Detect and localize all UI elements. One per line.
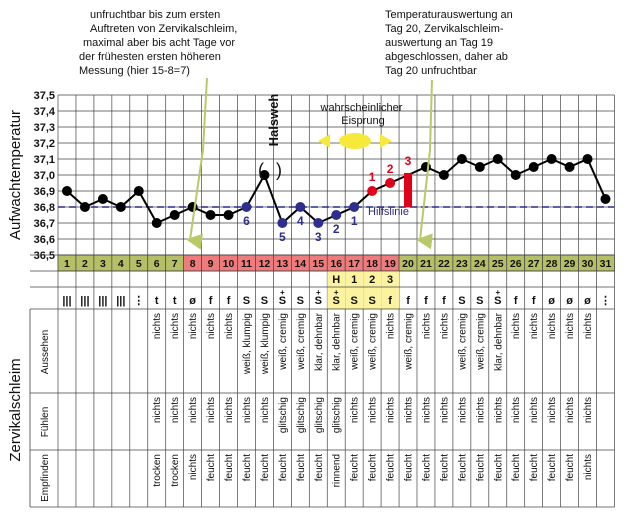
temperature-point [224, 210, 234, 220]
symbol-cell: ||| [80, 295, 90, 307]
fuehlen-cell: nichts [367, 397, 379, 424]
temperature-point [277, 218, 287, 228]
day-number: 13 [276, 258, 289, 270]
aussehen-cell: weiß, cremig [295, 313, 307, 370]
temperature-point [134, 186, 144, 196]
fuehlen-cell: nichts [241, 397, 253, 424]
fuehlen-cell: nichts [421, 397, 433, 424]
symbol-cell: f [424, 295, 428, 307]
halsweh-bracket-left: ( [258, 160, 264, 180]
day-number: 16 [330, 258, 343, 270]
temperature-point [367, 186, 377, 196]
symbol-cell: S [332, 295, 340, 307]
y-tick-label: 36,8 [33, 202, 55, 214]
symbol-plus: + [315, 288, 321, 297]
symbol-cell: ||| [98, 295, 108, 307]
sun-icon [318, 133, 392, 149]
temperature-point [475, 162, 485, 172]
aussehen-cell: nichts [188, 313, 200, 340]
day-number: 26 [509, 258, 522, 270]
day-number: 3 [99, 258, 106, 270]
fuehlen-cell: nichts [547, 397, 559, 424]
y-tick-label: 37,3 [33, 122, 55, 134]
empfinden-cell: feucht [259, 454, 271, 482]
high-count-label: 1 [368, 170, 376, 184]
low-count-label: 4 [296, 214, 304, 228]
day-number: 22 [438, 258, 450, 270]
symbol-cell: t [172, 295, 177, 307]
empfinden-cell: rinnend [331, 454, 343, 488]
symbol-cell: S [458, 295, 466, 307]
right-arrow [420, 80, 432, 240]
day-number: 20 [402, 258, 414, 270]
y-tick-label: 36,9 [33, 186, 55, 198]
temperature-axis-title: Aufwachtemperatur [7, 109, 24, 241]
mucus-axis-title: Zervikalschleim [7, 358, 24, 462]
symbol-cell: f [531, 295, 536, 307]
empfinden-cell: feucht [457, 454, 469, 482]
aussehen-cell: nichts [152, 313, 164, 340]
fuehlen-cell: nichts [457, 397, 469, 424]
aussehen-cell: weiß, cremig [475, 313, 487, 370]
fuehlen-cell: nichts [224, 397, 236, 424]
fuehlen-cell: glitschig [277, 397, 289, 434]
symbol-cell: S [350, 295, 358, 307]
symbol-cell: ⋮ [133, 295, 145, 307]
right-annotation: Temperaturauswertung an Tag 20, Zervikalschleim- auswertung an Tag 19 abgeschlossen, daher ab Tag 20 unfruchtbar [385, 9, 513, 77]
fuehlen-cell: nichts [152, 397, 164, 424]
symbol-cell: ø [189, 295, 196, 307]
ovulation-label: wahrscheinlicher Eisprung [320, 102, 403, 127]
day-number: 5 [135, 258, 142, 270]
temperature-point [170, 210, 180, 220]
temperature-point [457, 154, 467, 164]
empfinden-cell: feucht [277, 454, 289, 482]
day-number: 19 [384, 258, 396, 270]
symbol-cell: f [513, 295, 518, 307]
fuehlen-cell: nichts [403, 397, 415, 424]
aussehen-cell: nichts [206, 313, 218, 340]
temperature-point [116, 202, 126, 212]
fuehlen-cell: glitschig [331, 397, 343, 434]
aussehen-cell: nichts [439, 313, 451, 340]
empfinden-cell: feucht [349, 454, 361, 482]
fuehlen-cell: nichts [259, 397, 271, 424]
empfinden-cell: feucht [475, 454, 487, 482]
temperature-point [529, 162, 539, 172]
symbol-cell: S [242, 295, 251, 307]
empfinden-cell: trocken [170, 454, 182, 487]
temperature-point [313, 218, 323, 228]
symbol-cell: f [442, 295, 446, 307]
temperature-point [331, 210, 341, 220]
day-number: 1 [64, 258, 70, 270]
day-number: 10 [222, 258, 235, 270]
symbol-cell: S [260, 295, 269, 307]
aussehen-cell: nichts [583, 313, 595, 340]
empfinden-cell: feucht [367, 454, 379, 482]
empfinden-cell: feucht [547, 454, 559, 482]
day-number: 6 [153, 258, 160, 270]
day-number: 7 [171, 258, 178, 270]
day-number: 21 [420, 258, 432, 270]
fuehlen-cell: nichts [385, 397, 397, 424]
empfinden-cell: feucht [529, 454, 541, 482]
symbol-plus: + [280, 288, 285, 297]
symbol-cell: ||| [116, 295, 126, 307]
aussehen-cell: klar, dehnbar [493, 313, 505, 371]
symbol-cell: ø [584, 295, 591, 307]
temperature-point [206, 210, 216, 220]
temperature-point [80, 202, 90, 212]
fuehlen-cell: nichts [439, 397, 451, 424]
y-tick-label: 37,1 [33, 154, 55, 166]
day-number: 4 [117, 258, 124, 270]
empfinden-cell: feucht [439, 454, 451, 482]
symbol-cell: f [208, 295, 213, 307]
symbol-plus: + [333, 288, 339, 297]
symbol-cell: t [154, 295, 159, 307]
empfinden-cell: feucht [403, 454, 415, 482]
day-number: 24 [473, 258, 486, 270]
aussehen-cell: nichts [547, 313, 559, 340]
high-count-label: 3 [404, 154, 412, 168]
day-number: 14 [294, 258, 307, 270]
symbol-cell: ||| [62, 295, 72, 307]
temperature-point [295, 202, 305, 212]
halsweh-label: Halsweh [266, 93, 281, 147]
symbol-cell: ø [566, 295, 573, 307]
aussehen-cell: weiß, cremig [277, 313, 289, 370]
temperature-point [583, 154, 593, 164]
aussehen-cell: nichts [565, 313, 577, 340]
empfinden-cell: feucht [511, 454, 523, 482]
day-number: 11 [240, 258, 253, 270]
day-number: 30 [581, 258, 594, 270]
peak-label: 3 [387, 274, 394, 286]
symbol-cell: S [368, 295, 376, 307]
empfinden-cell: feucht [313, 454, 325, 482]
aussehen-cell: nichts [511, 313, 523, 340]
empfinden-cell: feucht [385, 454, 397, 482]
y-tick-label: 37,5 [33, 90, 55, 102]
aussehen-cell: weiß, cremig [367, 313, 379, 370]
empfinden-label: Empfinden [40, 454, 51, 502]
temperature-point [600, 194, 610, 204]
aussehen-cell: nichts [385, 313, 397, 340]
empfinden-cell: nichts [188, 454, 200, 481]
aussehen-cell: weiß, klumpig [259, 313, 271, 375]
y-tick-label: 37,2 [33, 138, 55, 150]
temperature-point [565, 162, 575, 172]
aussehen-cell: weiß, cremig [349, 313, 361, 370]
empfinden-cell: feucht [295, 454, 307, 482]
temperature-point [152, 218, 162, 228]
fuehlen-cell: nichts [349, 397, 361, 424]
low-count-label: 6 [243, 214, 250, 228]
high-count-label: 2 [386, 162, 394, 176]
temperature-point [241, 202, 251, 212]
aussehen-cell: nichts [170, 313, 182, 340]
fuehlen-label: Fühlen [40, 406, 51, 438]
symbol-cell: ⋮ [599, 295, 611, 307]
temperature-point [98, 194, 108, 204]
fuehlen-cell: nichts [529, 397, 541, 424]
day-number: 12 [258, 258, 271, 270]
peak-label: H [332, 274, 341, 286]
empfinden-cell: nichts [583, 454, 595, 481]
day-number: 29 [563, 258, 576, 270]
fuehlen-cell: nichts [475, 397, 487, 424]
aussehen-cell: weiß, cremig [403, 313, 415, 370]
symbol-cell: ø [548, 295, 555, 307]
symbol-cell: S [278, 295, 287, 307]
aussehen-cell: nichts [224, 313, 236, 340]
symbol-cell: f [406, 295, 410, 307]
y-tick-label: 37,0 [33, 170, 55, 182]
symbol-cell: S [476, 295, 484, 307]
empfinden-cell: feucht [224, 454, 236, 482]
low-count-label: 2 [332, 222, 340, 236]
symbol-cell: f [388, 295, 392, 307]
symbol-cell: S [296, 295, 304, 307]
halsweh-bracket-right: ) [276, 160, 282, 180]
temperature-point [62, 186, 72, 196]
day-number: 25 [491, 258, 504, 270]
empfinden-cell: trocken [152, 454, 164, 487]
empfinden-cell: feucht [565, 454, 577, 482]
day-number: 31 [599, 258, 612, 270]
empfinden-cell: feucht [493, 454, 505, 482]
day-number: 15 [312, 258, 325, 270]
fuehlen-cell: glitschig [295, 397, 307, 434]
aussehen-cell: klar, dehnbar [313, 313, 325, 371]
day-number: 8 [189, 258, 196, 270]
temperature-point [385, 178, 395, 188]
symbol-cell: S [494, 295, 502, 307]
aussehen-cell: weiß, cremig [457, 313, 469, 370]
low-count-label: 3 [314, 230, 322, 244]
y-tick-label: 36,6 [33, 234, 55, 246]
temperature-point [349, 202, 359, 212]
y-tick-label: 37,4 [33, 106, 55, 118]
temperature-point-day-20 [404, 173, 412, 207]
fuehlen-cell: glitschig [313, 397, 325, 434]
day-number: 2 [82, 258, 88, 270]
temperature-point [493, 154, 503, 164]
day-number: 17 [348, 258, 361, 270]
symbol-cell: S [314, 295, 322, 307]
low-count-label: 1 [350, 214, 358, 228]
peak-label: 1 [351, 274, 358, 286]
aussehen-cell: nichts [529, 313, 541, 340]
fuehlen-cell: nichts [170, 397, 182, 424]
temperature-point [547, 154, 557, 164]
fuehlen-cell: nichts [188, 397, 200, 424]
symbol-plus: + [495, 288, 501, 297]
fuehlen-cell: nichts [565, 397, 577, 424]
aussehen-cell: klar, dehnbar [331, 313, 343, 371]
fuehlen-cell: nichts [206, 397, 218, 424]
day-number: 18 [366, 258, 378, 270]
peak-label: 2 [369, 274, 376, 286]
day-number: 27 [527, 258, 540, 270]
day-number: 23 [456, 258, 468, 270]
hilfslinie-label: Hilfslinie [368, 206, 409, 218]
y-tick-label: 36,5 [33, 250, 55, 262]
fuehlen-cell: nichts [511, 397, 523, 424]
aussehen-cell: nichts [421, 313, 433, 340]
aussehen-label: Aussehen [40, 329, 51, 375]
temperature-point [511, 170, 521, 180]
empfinden-cell: feucht [206, 454, 218, 482]
symbol-cell: f [226, 295, 231, 307]
fuehlen-cell: nichts [583, 397, 595, 424]
left-annotation: unfruchtbar bis zum ersten Auftreten von Zervikalschleim, maximal aber bis acht Tage vor der frühesten ersten höheren Messung (hier 15-8=7) [79, 9, 238, 77]
fuehlen-cell: nichts [493, 397, 505, 424]
empfinden-cell: feucht [241, 454, 253, 482]
aussehen-cell: weiß, klumpig [241, 313, 253, 375]
empfinden-cell: feucht [421, 454, 433, 482]
day-number: 9 [207, 258, 214, 270]
y-tick-label: 36,7 [33, 218, 55, 230]
low-count-label: 5 [279, 230, 286, 244]
temperature-point [439, 170, 449, 180]
day-number: 28 [545, 258, 558, 270]
